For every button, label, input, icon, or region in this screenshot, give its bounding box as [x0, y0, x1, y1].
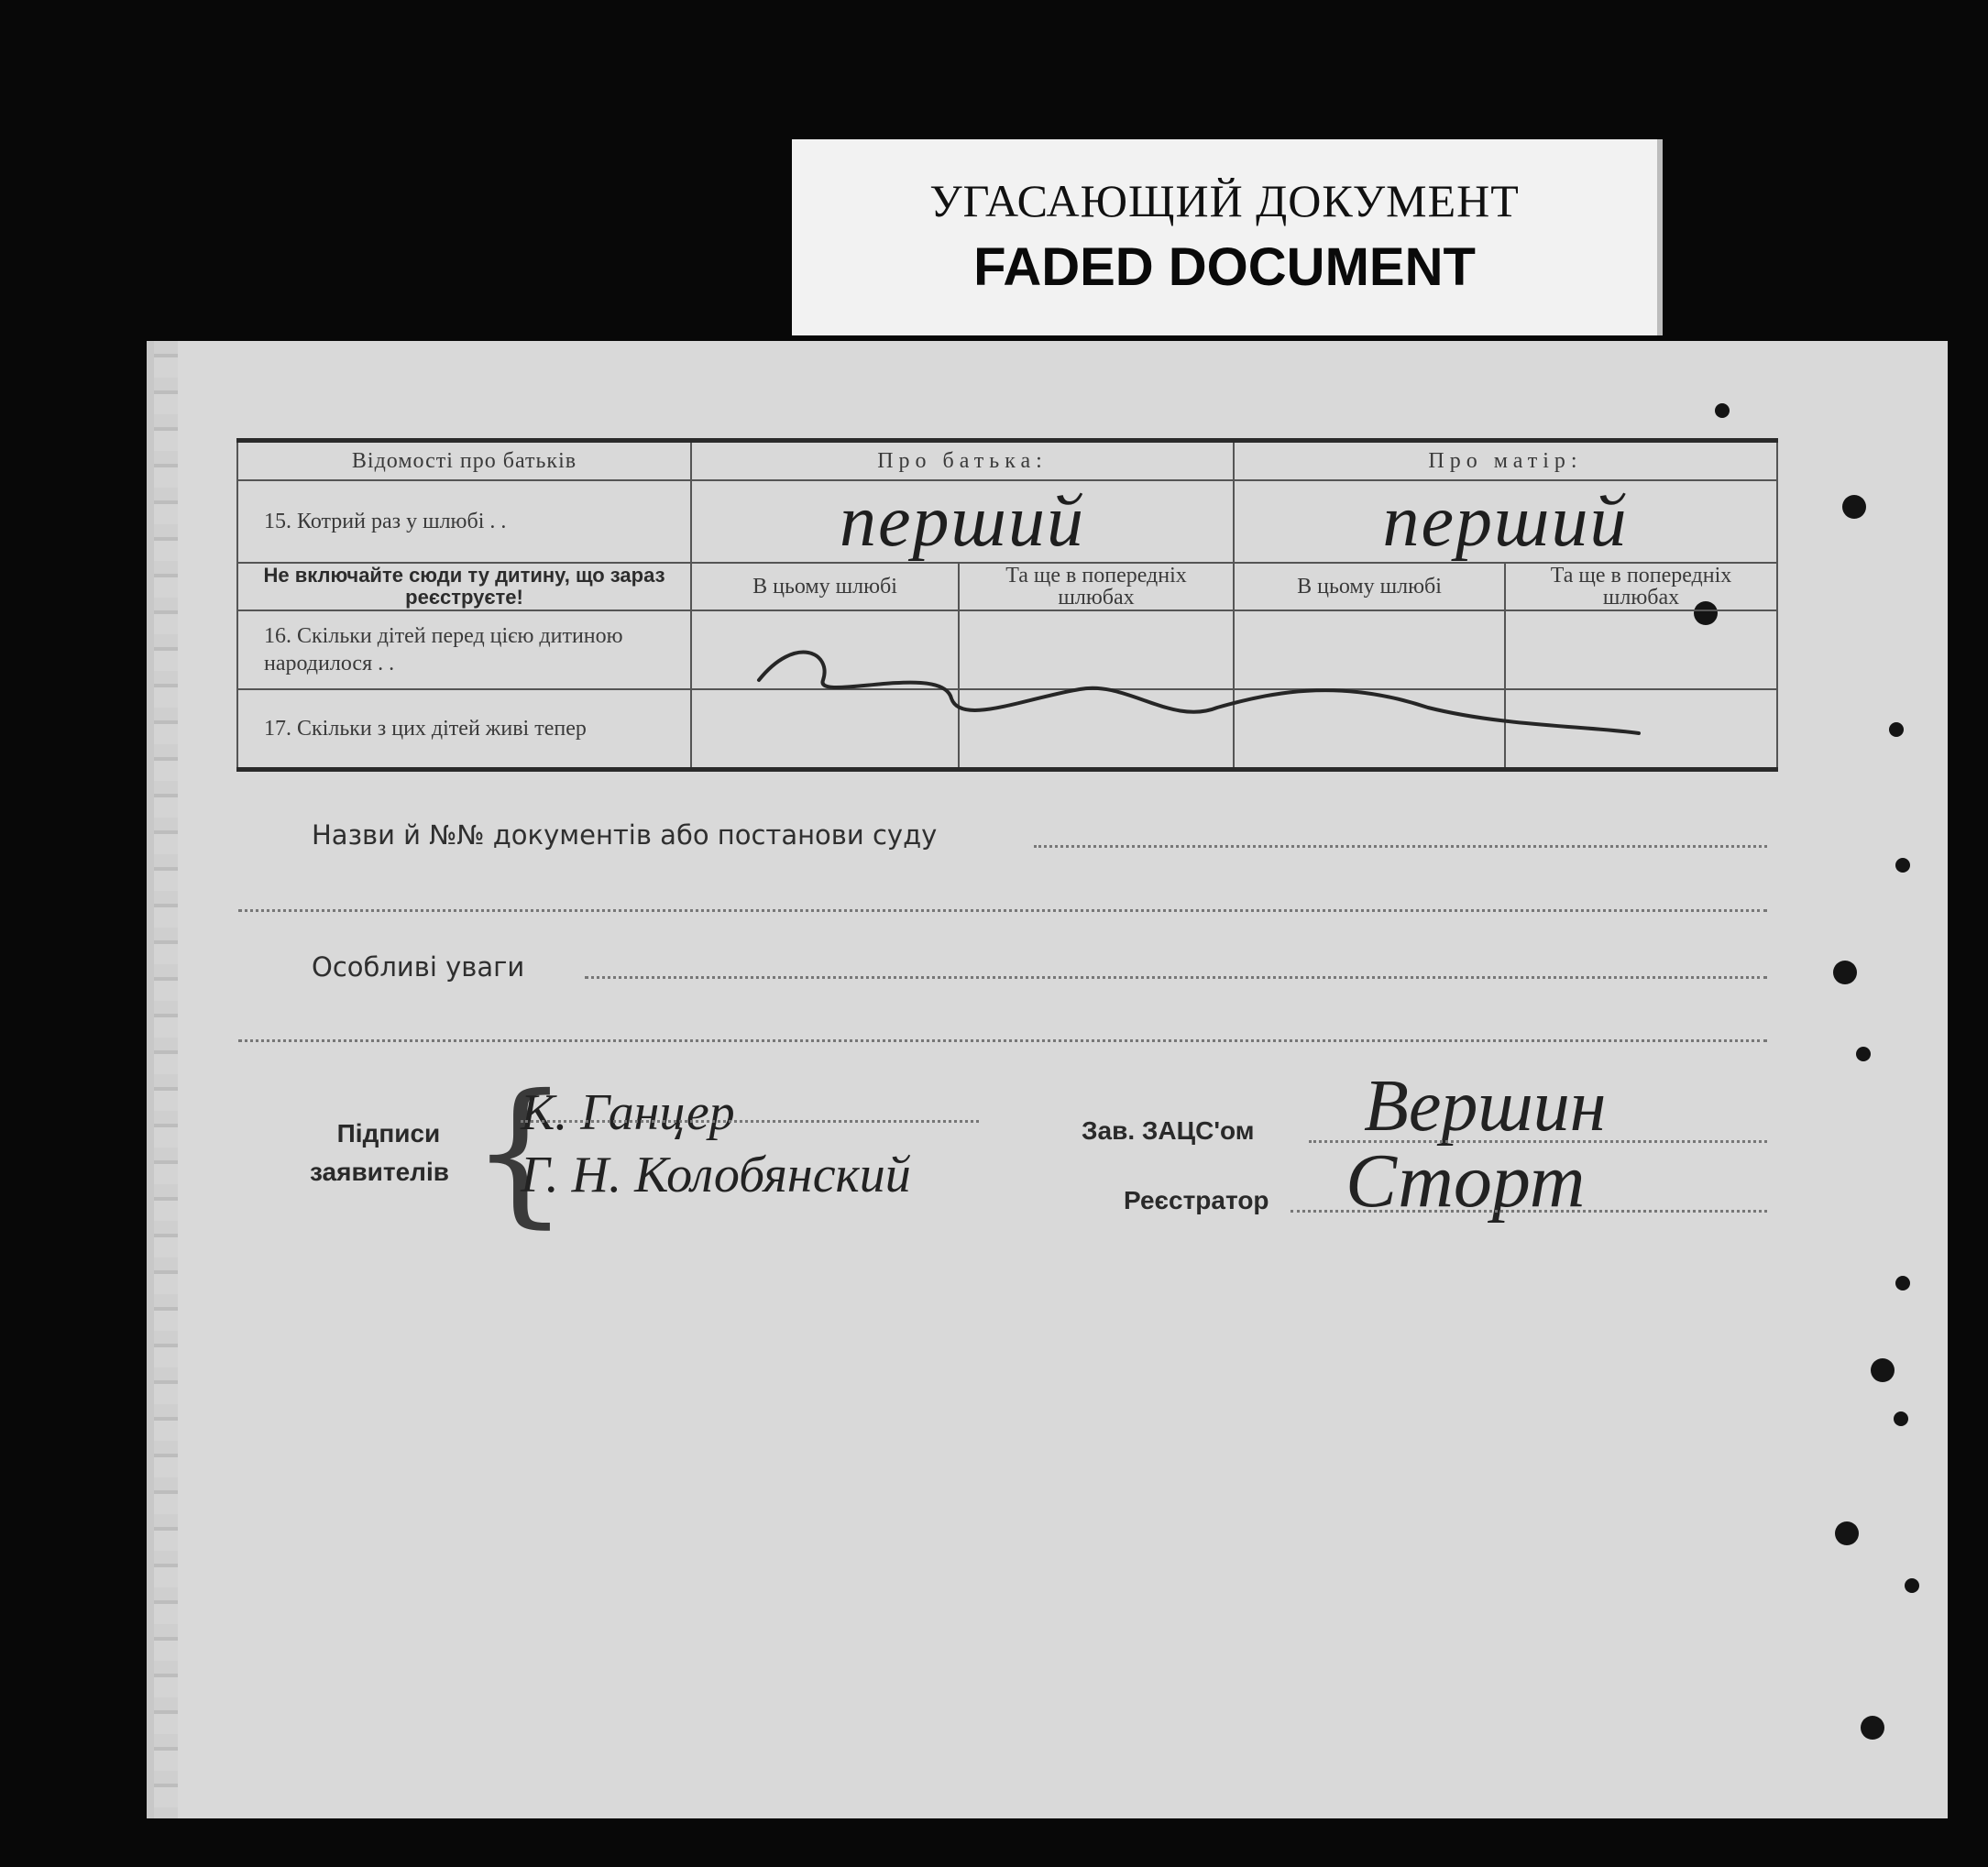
- label-russian: УГАСАЮЩИЙ ДОКУМЕНТ: [929, 175, 1520, 226]
- father-marriage-value: перший: [840, 481, 1085, 562]
- special-notes-line: [585, 976, 1767, 979]
- brace-icon: {: [470, 1061, 570, 1243]
- exclude-child-warning: Не включайте сюди ту дитину, що зараз реєструєте!: [237, 563, 691, 610]
- applicant-2-signature: Г. Н. Колобянский: [521, 1147, 911, 1203]
- handwritten-dash-stroke: [154, 341, 1955, 1818]
- mother-this-marriage-header: В цьому шлюбі: [1234, 563, 1505, 610]
- header-parents-info: Відомості про батьків: [237, 441, 691, 481]
- father-this-marriage-header: В цьому шлюбі: [691, 563, 959, 610]
- label-english: FADED DOCUMENT: [973, 237, 1476, 297]
- applicant-1-line: [521, 1120, 979, 1123]
- faded-document-label: [792, 139, 1663, 335]
- father-previous-marriages-header: Та ще в попередніх шлюбах: [959, 563, 1234, 610]
- row-15-label: 15. Котрий раз у шлюбі . .: [237, 480, 691, 563]
- applicants-signatures-label: Підписи заявителів: [310, 1119, 449, 1186]
- document-sheet: [147, 341, 1948, 1818]
- mother-marriage-value: перший: [1382, 481, 1629, 562]
- special-notes-line-2: [238, 1039, 1767, 1042]
- special-notes-label: Особливі уваги: [312, 951, 525, 983]
- registrar-signature: Сторт: [1345, 1138, 1586, 1224]
- documents-line: [1034, 845, 1767, 848]
- header-mother: Про матір:: [1234, 441, 1777, 481]
- registrar-label: Реєстратор: [1124, 1186, 1269, 1214]
- mother-previous-marriages-header: Та ще в попередніх шлюбах: [1505, 563, 1777, 610]
- applicant-1-signature: К. Ганцер: [521, 1084, 735, 1141]
- head-zags-label: Зав. ЗАЦС'ом: [1082, 1116, 1255, 1145]
- row-17-label: 17. Скільки з цих дітей живі тепер: [237, 689, 691, 770]
- head-zags-signature: Вершин: [1364, 1066, 1607, 1147]
- documents-label: Назви й №№ документів або постанови суду: [312, 819, 938, 851]
- registrar-line: [1291, 1210, 1767, 1213]
- row-16-label: 16. Скільки дітей перед цією дитиною народилося . .: [237, 610, 691, 689]
- documents-line-2: [238, 909, 1767, 912]
- header-father: Про батька:: [691, 441, 1234, 481]
